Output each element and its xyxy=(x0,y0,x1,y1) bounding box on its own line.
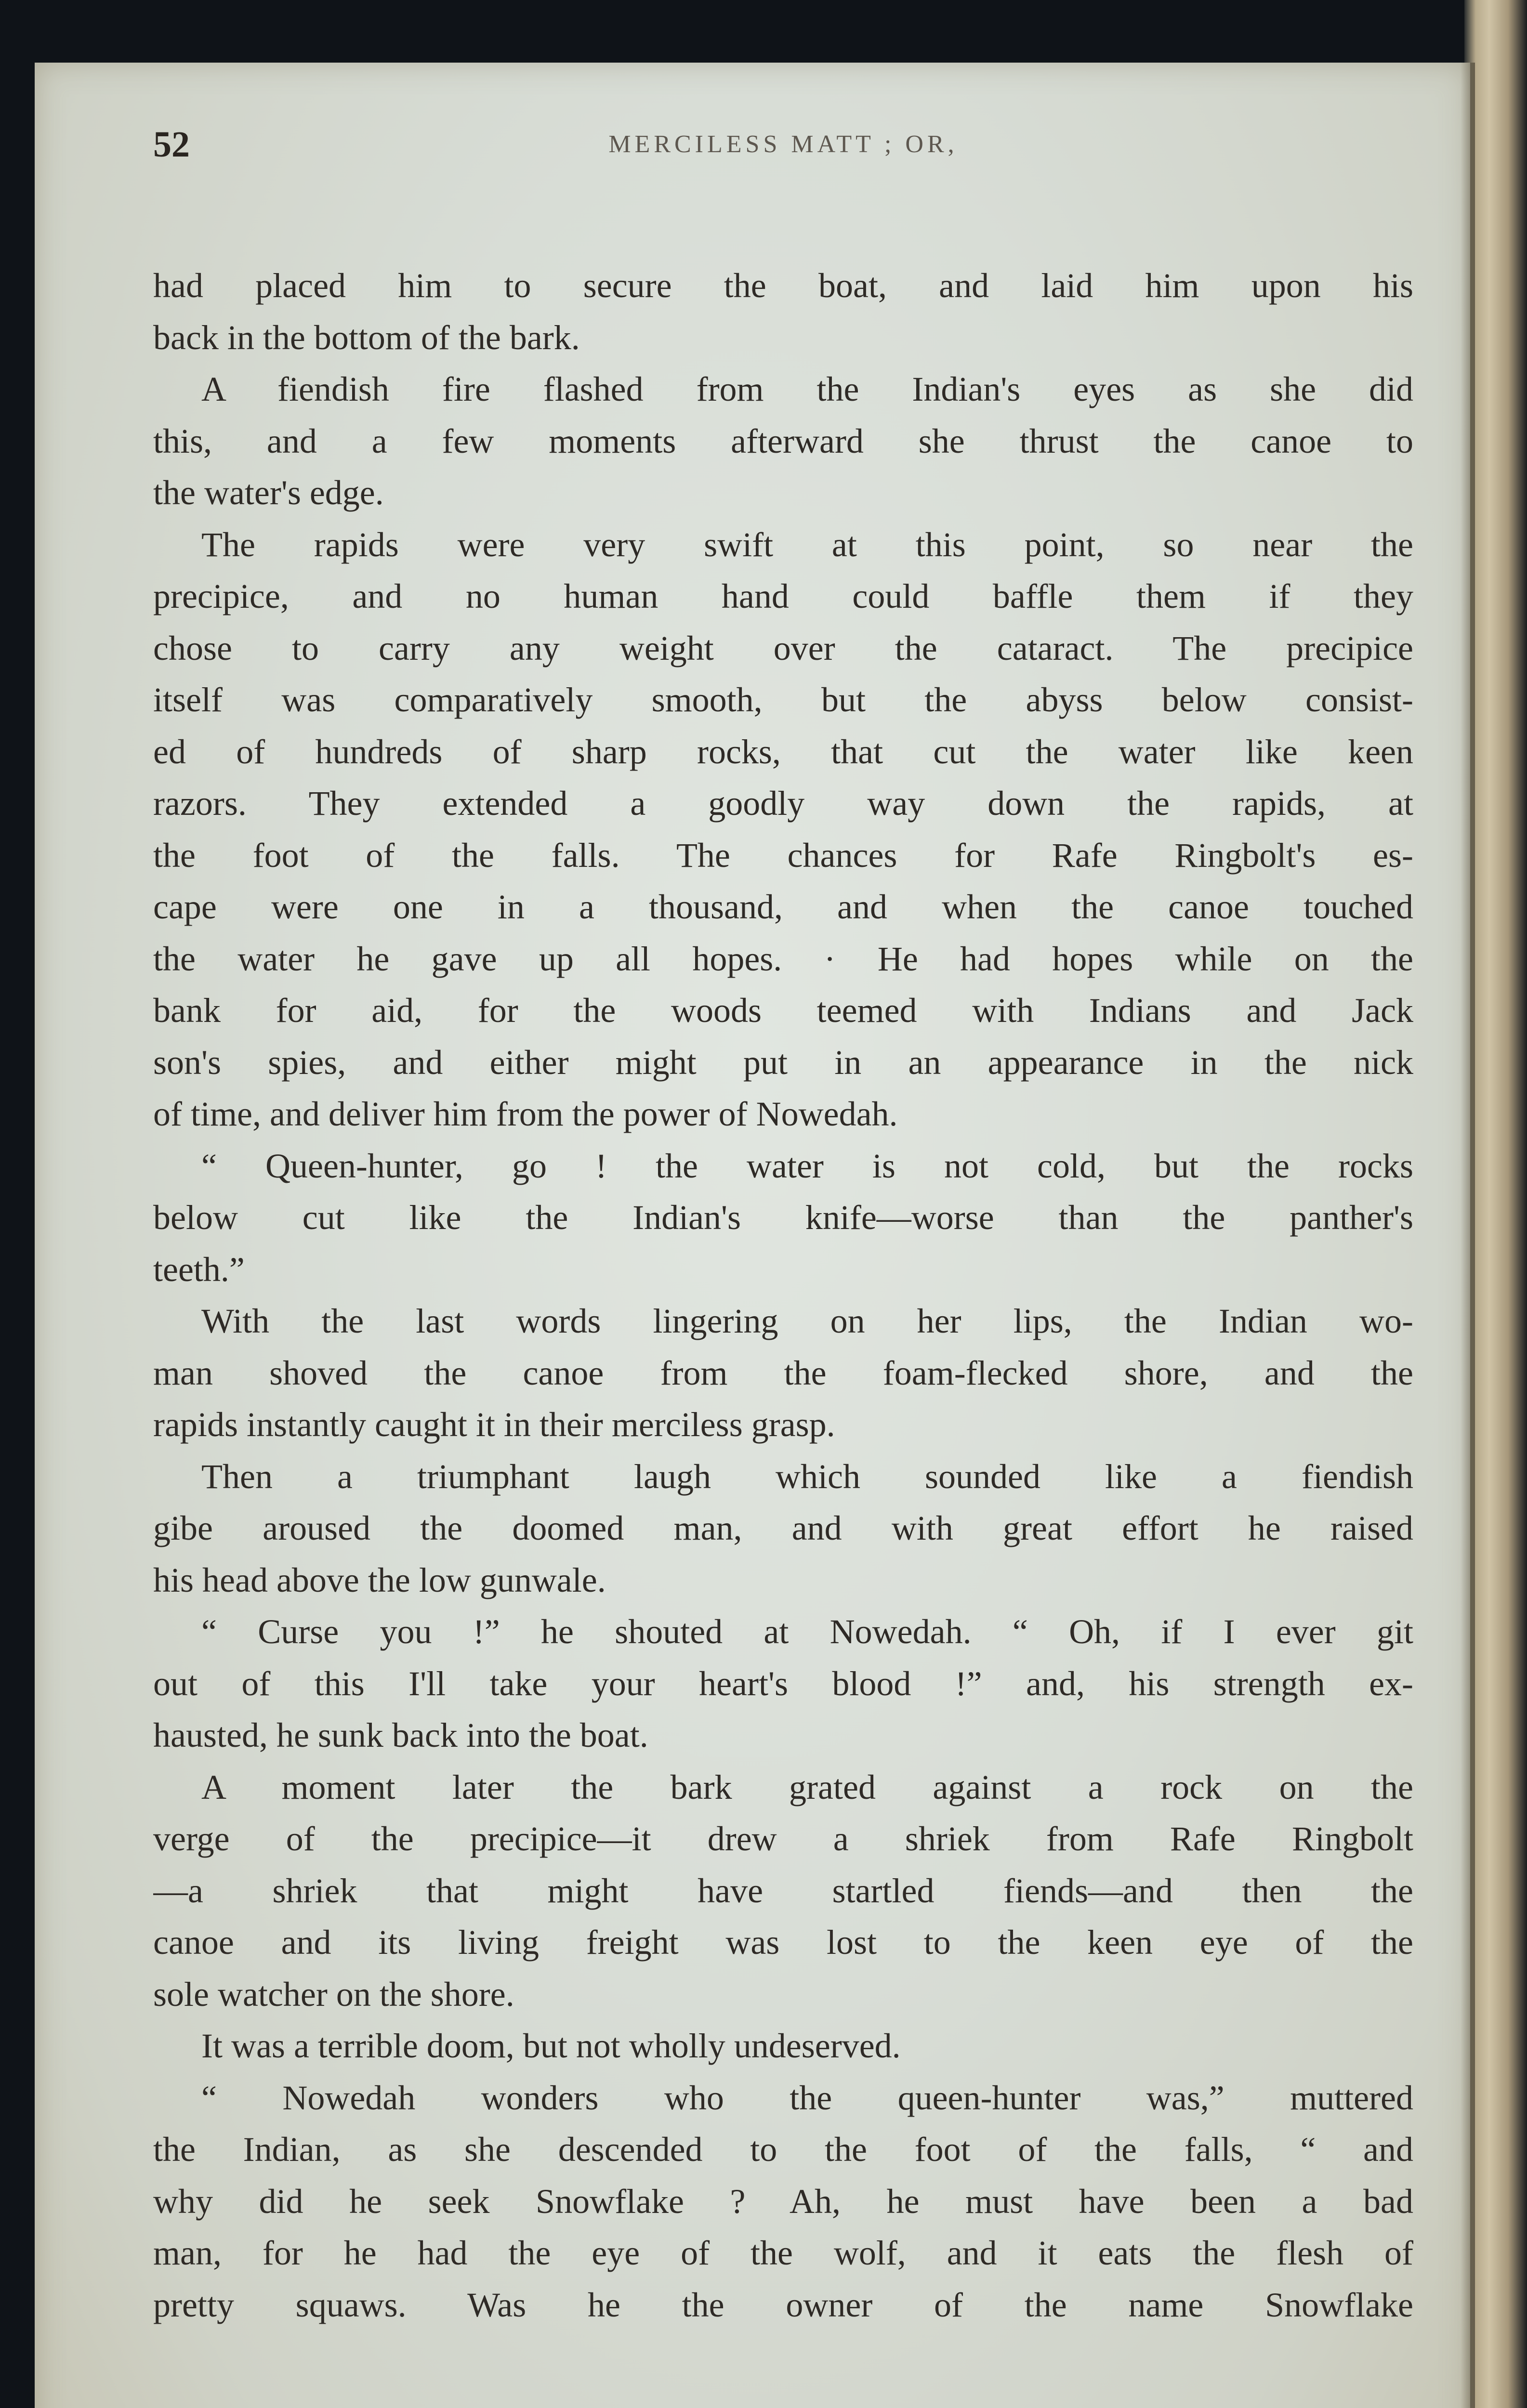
text-line: With the last words lingering on her lips, the Indian wo- xyxy=(201,1302,1413,1340)
text-line: ed of hundreds of sharp rocks, that cut the water like keen xyxy=(153,732,1413,771)
text-line: pretty squaws. Was he the owner of the name Snowflake xyxy=(153,2285,1413,2324)
text-line: “ Curse you !” he shouted at Nowedah. “ Oh, if I ever git xyxy=(201,1612,1413,1651)
text-line: “ Queen-hunter, go ! the water is not cold, but the rocks xyxy=(201,1146,1413,1185)
text-line: gibe aroused the doomed man, and with great effort he raised xyxy=(153,1509,1413,1547)
text-line: razors. They extended a goodly way down the rapids, at xyxy=(153,784,1413,823)
text-line: had placed him to secure the boat, and laid him upon his xyxy=(153,266,1413,305)
text-line: A fiendish fire flashed from the Indian's eyes as she did xyxy=(201,370,1413,408)
text-line: the water he gave up all hopes. · He had hopes while on the xyxy=(153,939,1413,978)
text-line: this, and a few moments afterward she thrust the canoe to xyxy=(153,421,1413,460)
text-line: why did he seek Snowflake ? Ah, he must have been a bad xyxy=(153,2182,1413,2221)
running-title: MERCILESS MATT ; OR, xyxy=(608,131,958,158)
text-line: son's spies, and either might put in an appearance in the nick xyxy=(153,1043,1413,1082)
text-line: precipice, and no human hand could baffle them if they xyxy=(153,577,1413,615)
text-line: back in the bottom of the bark. xyxy=(153,318,580,357)
page-gutter-shadow xyxy=(1461,63,1475,2408)
text-line: bank for aid, for the woods teemed with Indians and Jack xyxy=(153,991,1413,1030)
text-line: below cut like the Indian's knife—worse than the panther's xyxy=(153,1198,1413,1237)
text-line: “ Nowedah wonders who the queen-hunter was,” muttered xyxy=(201,2078,1413,2117)
text-line: teeth.” xyxy=(153,1250,245,1289)
text-line: —a shriek that might have startled fiends—and then the xyxy=(153,1871,1413,1910)
text-line: man, for he had the eye of the wolf, and it eats the flesh of xyxy=(153,2234,1413,2272)
text-line: rapids instantly caught it in their merciless grasp. xyxy=(153,1405,835,1444)
text-line: man shoved the canoe from the foam-flecked shore, and the xyxy=(153,1353,1413,1392)
text-line: chose to carry any weight over the cataract. The precipice xyxy=(153,628,1413,667)
text-line: The rapids were very swift at this point, so near the xyxy=(201,525,1413,564)
text-line: itself was comparatively smooth, but the abyss below consist- xyxy=(153,681,1413,719)
text-line: It was a terrible doom, but not wholly undeserved. xyxy=(201,2027,901,2065)
text-line: of time, and deliver him from the power of Nowedah. xyxy=(153,1095,898,1133)
text-line: canoe and its living freight was lost to the keen eye of the xyxy=(153,1923,1413,1962)
text-line: sole watcher on the shore. xyxy=(153,1975,514,2014)
text-line: hausted, he sunk back into the boat. xyxy=(153,1716,648,1754)
body-text xyxy=(153,260,1413,2331)
text-line: out of this I'll take your heart's blood !” and, his strength ex- xyxy=(153,1664,1413,1703)
text-line: the Indian, as she descended to the foot of the falls, “ and xyxy=(153,2130,1413,2169)
text-line: verge of the precipice—it drew a shriek from Rafe Ringbolt xyxy=(153,1819,1413,1858)
page-number: 52 xyxy=(153,124,190,165)
text-line: the foot of the falls. The chances for Rafe Ringbolt's es- xyxy=(153,836,1413,875)
text-line: A moment later the bark grated against a rock on the xyxy=(201,1767,1413,1806)
running-head xyxy=(153,116,1413,173)
text-line: his head above the low gunwale. xyxy=(153,1560,606,1599)
text-line: the water's edge. xyxy=(153,473,384,512)
text-line: cape were one in a thousand, and when the canoe touched xyxy=(153,888,1413,926)
text-line: Then a triumphant laugh which sounded like a fiendish xyxy=(201,1457,1413,1496)
